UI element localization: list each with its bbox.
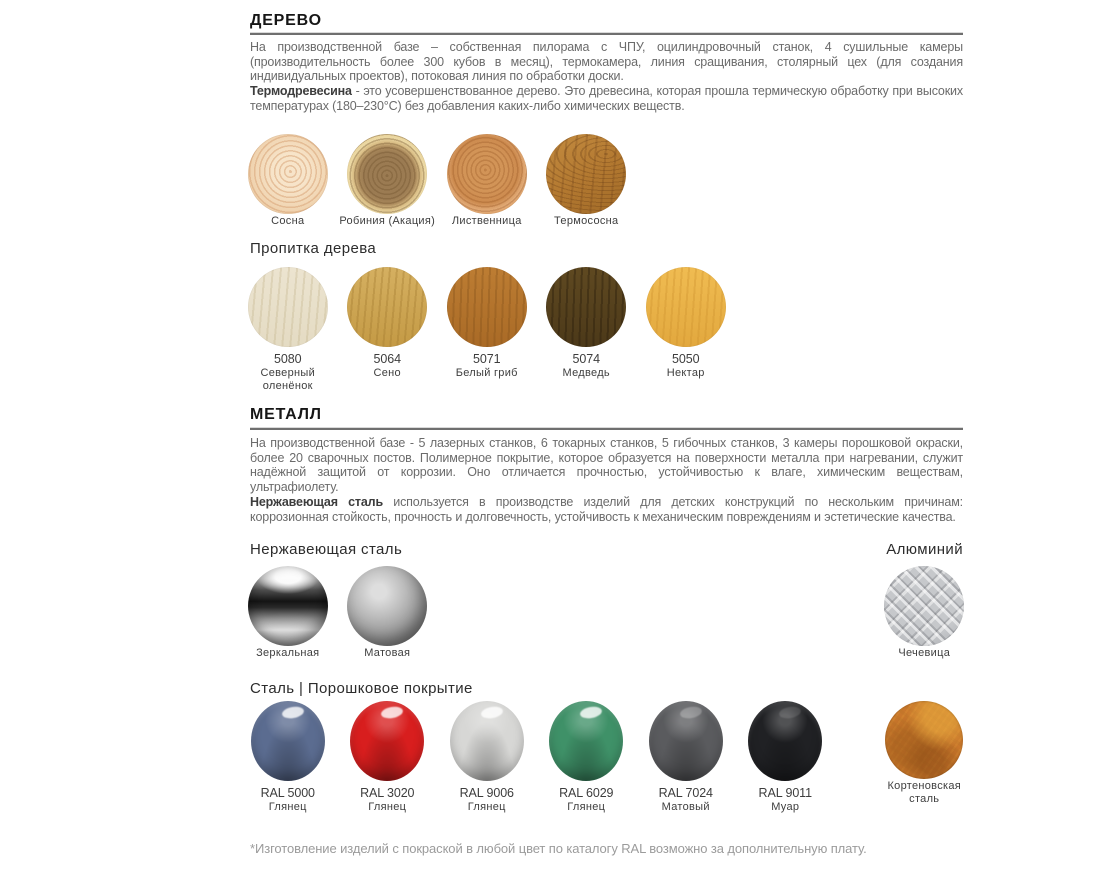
wood-intro-block (250, 40, 963, 114)
powder-coating-title: Сталь | Порошковое покрытие (250, 680, 473, 697)
swatch-code: 5074 (572, 352, 600, 366)
swatch-code: 5071 (473, 352, 501, 366)
stain-5050-swatch-circle (646, 267, 726, 347)
thermowood-text: - это усовершенствованное дерево. Это древесина, которая прошла термическую обработку при высоких температурах (180–230°С) без добавления каких-либо химических веществ. (250, 84, 963, 113)
swatch-item (338, 267, 438, 393)
swatch-item (238, 134, 338, 228)
swatch-item (875, 701, 975, 814)
swatch-finish: Глянец (467, 801, 506, 813)
ral-9011-swatch-circle (748, 701, 822, 781)
swatch-code: RAL 6029 (559, 786, 614, 800)
swatch-label: Медведь (562, 367, 610, 379)
aluminum-finishes-group (875, 566, 975, 660)
powder-coating-row (238, 701, 974, 814)
swatch-code: 5080 (274, 352, 302, 366)
thermowood-lead: Термодревесина (250, 84, 352, 99)
stain-5080-swatch-circle (248, 267, 328, 347)
wood-species-row (238, 134, 636, 228)
swatch-item (437, 267, 537, 393)
ral-6029-swatch-circle (549, 701, 623, 781)
metal-intro-block (250, 436, 963, 524)
swatch-label: Зеркальная (256, 647, 320, 659)
swatch-code: RAL 5000 (260, 786, 315, 800)
swatch-finish: Глянец (368, 801, 407, 813)
matte-swatch-circle (347, 566, 427, 646)
stainless-steel-heading: Нержавеющая сталь (250, 541, 403, 558)
swatch-item (537, 134, 637, 228)
swatch-label: Северный оленёнок (260, 367, 316, 392)
stainless-lead: Нержавеющая сталь (250, 494, 383, 509)
ral-colors-group (238, 701, 835, 814)
mirror-swatch-circle (248, 566, 328, 646)
wood-divider (250, 32, 963, 35)
swatch-label: Белый гриб (455, 367, 518, 379)
ral-footnote: *Изготовление изделий с покраской в любой цвет по каталогу RAL возможно за дополнительную плату. (250, 841, 867, 856)
thermo-pine-swatch-circle (546, 134, 626, 214)
larch-swatch-circle (447, 134, 527, 214)
swatch-item (338, 134, 438, 228)
ral-9006-swatch-circle (450, 701, 524, 781)
aluminum-heading: Алюминий (886, 541, 963, 558)
stain-5074-swatch-circle (546, 267, 626, 347)
swatch-item (636, 701, 736, 814)
swatch-finish: Глянец (268, 801, 307, 813)
swatch-code: RAL 7024 (658, 786, 713, 800)
ral-5000-swatch-circle (251, 701, 325, 781)
swatch-item (238, 566, 338, 660)
swatch-item (537, 267, 637, 393)
swatch-item (338, 701, 438, 814)
metal-divider (250, 427, 963, 430)
wood-section-title: ДЕРЕВО (250, 12, 322, 29)
swatch-label: Чечевица (898, 647, 951, 659)
swatch-finish: Глянец (567, 801, 606, 813)
swatch-label: Робиния (Акация) (339, 215, 436, 227)
robinia-swatch-circle (347, 134, 427, 214)
ral-3020-swatch-circle (350, 701, 424, 781)
stain-5071-swatch-circle (447, 267, 527, 347)
swatch-item (636, 267, 736, 393)
swatch-label: Сосна (271, 215, 305, 227)
swatch-code: RAL 9006 (459, 786, 514, 800)
swatch-finish: Матовый (661, 801, 710, 813)
ral-7024-swatch-circle (649, 701, 723, 781)
swatch-label: Кортеновская сталь (887, 780, 962, 805)
swatch-label: Лиственница (451, 215, 522, 227)
swatch-label: Сено (373, 367, 401, 379)
swatch-item (338, 566, 438, 660)
swatch-code: 5050 (672, 352, 700, 366)
swatch-item (537, 701, 637, 814)
thermowood-note (250, 84, 963, 113)
swatch-item (437, 701, 537, 814)
swatch-item (875, 566, 975, 660)
stainless-aluminum-headings (250, 541, 963, 558)
metal-section-title: МЕТАЛЛ (250, 406, 322, 423)
swatch-item (736, 701, 836, 814)
swatch-code: 5064 (373, 352, 401, 366)
swatch-code: RAL 3020 (360, 786, 415, 800)
swatch-item (238, 701, 338, 814)
swatch-item (437, 134, 537, 228)
metal-finishes-row (238, 566, 974, 660)
wood-stain-row (238, 267, 736, 393)
corten-swatch-circle (885, 701, 963, 779)
corten-group (875, 701, 975, 814)
swatch-finish: Муар (771, 801, 800, 813)
swatch-label: Термососна (554, 215, 619, 227)
pine-swatch-circle (248, 134, 328, 214)
stainless-finishes-group (238, 566, 437, 660)
metal-intro-text: На производственной базе - 5 лазерных станков, 6 токарных станков, 5 гибочных станков, 3 камеры порошковой окраски, более 20 сварочных постов. Полимерное покрытие, которое образуется на поверхности металла при нагревании, служит надёжной защитой от коррозии. Оно отличается прочностью, устойчивостью к влаге, химическим веществам, ультрафиолету. (250, 436, 963, 495)
swatch-code: RAL 9011 (758, 786, 812, 800)
lentil-swatch-circle (884, 566, 964, 646)
stain-5064-swatch-circle (347, 267, 427, 347)
swatch-label: Нектар (666, 367, 705, 379)
stainless-note (250, 495, 963, 524)
stainless-text: используется в производстве изделий для детских конструкций по нескольким причинам: коррозионная стойкость, прочность и долговечность, устойчивость к механическим повреждениям и эстетические качества. (250, 494, 963, 524)
swatch-label: Матовая (364, 647, 411, 659)
wood-intro-text: На производственной базе – собственная пилорама с ЧПУ, оцилиндровочный станок, 4 сушильные камеры (производительность более 300 кубов в месяц), термокамера, линия сращивания, столярный цех (для создания индивидуальных проектов), потоковая линия по обработки доски. (250, 40, 963, 84)
swatch-item (238, 267, 338, 393)
stain-title: Пропитка дерева (250, 240, 377, 257)
